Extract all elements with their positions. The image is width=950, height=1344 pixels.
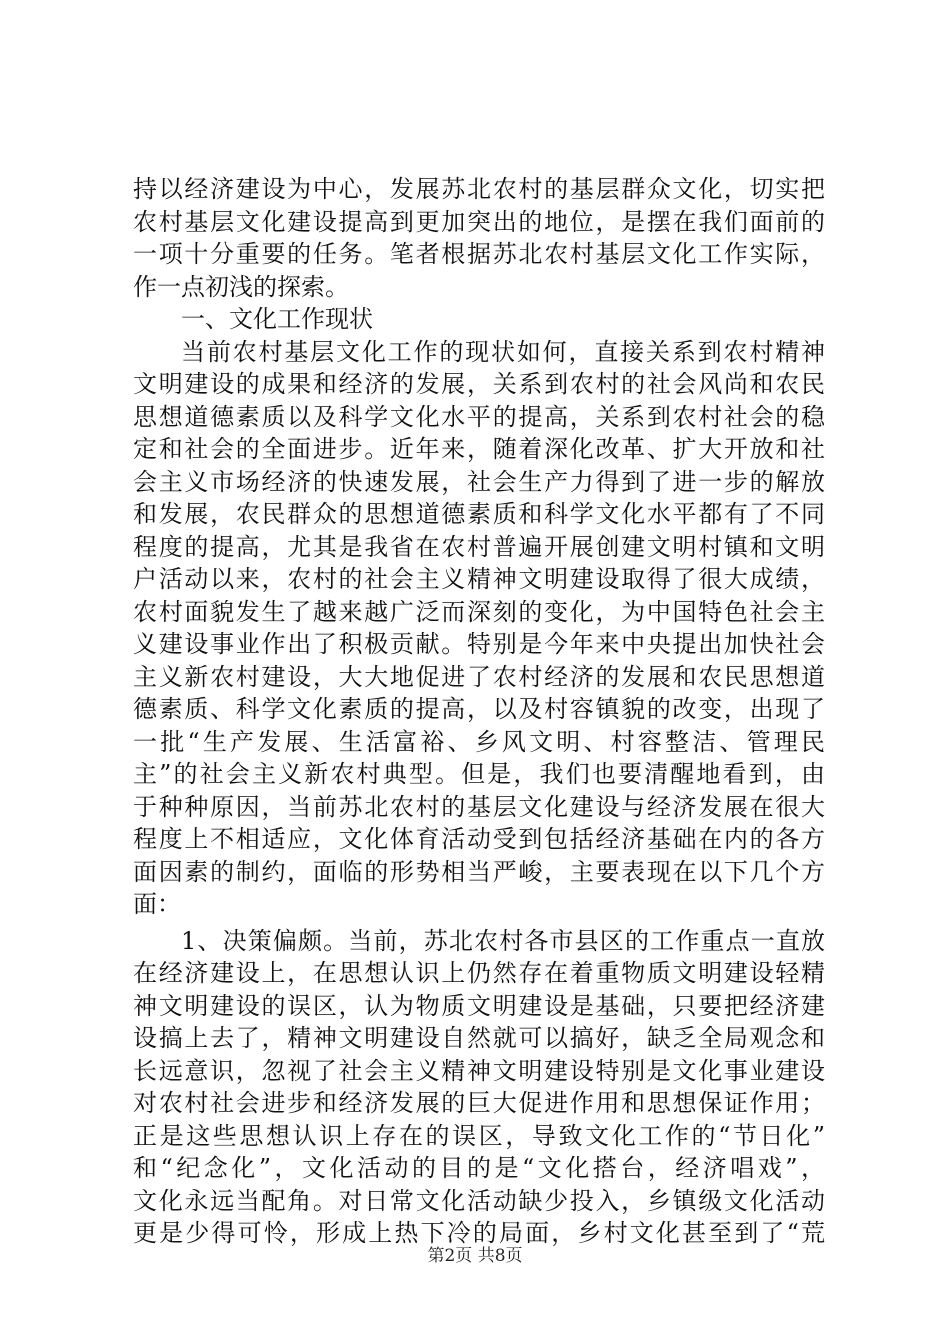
page-footer: 第2页 共8页 xyxy=(427,1246,523,1266)
text-line: 农村基层文化建设提高到更加突出的地位，是摆在我们面前的 xyxy=(133,207,825,236)
text-line: 和“纪念化”，文化活动的目的是“文化搭台，经济唱戏”， xyxy=(133,1154,825,1182)
text-line: 定和社会的全面进步。近年来，随着深化改革、扩大开放和社 xyxy=(133,435,825,463)
text-line: 长远意识，忽视了社会主义精神文明建设特别是文化事业建设 xyxy=(133,1056,825,1085)
text-line: 当前农村基层文化工作的现状如何，直接关系到农村精神 xyxy=(181,337,825,366)
text-line: 作一点初浅的探索。 xyxy=(133,272,349,301)
text-line: 思想道德素质以及科学文化水平的提高，关系到农村社会的稳 xyxy=(133,402,825,431)
text-line: 设搞上去了，精神文明建设自然就可以搞好，缺乏全局观念和 xyxy=(133,1024,825,1052)
text-line: 主义新农村建设，大大地促进了农村经济的发展和农民思想道 xyxy=(133,662,825,691)
text-line: 对农村社会进步和经济发展的巨大促进作用和思想保证作用； xyxy=(133,1089,825,1117)
text-line: 义建设事业作出了积极贡献。特别是今年来中央提出加快社会 xyxy=(133,630,825,658)
paragraph-status xyxy=(133,336,825,921)
text-line: 面因素的制约，面临的形势相当严峻，主要表现在以下几个方 xyxy=(133,857,825,886)
text-line: 文明建设的成果和经济的发展，关系到农村的社会风尚和农民 xyxy=(133,370,825,398)
document-body xyxy=(133,173,825,1250)
text-line: 持以经济建设为中心，发展苏北农村的基层群众文化，切实把 xyxy=(133,175,825,203)
text-line: 会主义市场经济的快速发展，社会生产力得到了进一步的解放 xyxy=(133,467,825,496)
text-line: 农村面貌发生了越来越广泛而深刻的变化，为中国特色社会主 xyxy=(133,597,825,626)
paragraph-point-1 xyxy=(133,925,825,1250)
paragraph-intro xyxy=(133,173,825,303)
text-line: 德素质、科学文化素质的提高，以及村容镇貌的改变，出现了 xyxy=(133,695,825,723)
text-line: 神文明建设的误区，认为物质文明建设是基础，只要把经济建 xyxy=(133,991,825,1020)
text-line: 面： xyxy=(133,890,181,918)
text-line: 程度上不相适应，文化体育活动受到包括经济基础在内的各方 xyxy=(133,825,825,853)
text-line: 1、决策偏颇。当前，苏北农村各市县区的工作重点一直放 xyxy=(181,926,825,955)
text-line: 主”的社会主义新农村典型。但是，我们也要清醒地看到，由 xyxy=(133,760,825,788)
text-line: 正是这些思想认识上存在的误区，导致文化工作的“节日化” xyxy=(133,1121,825,1150)
text-line: 一批“生产发展、生活富裕、乡风文明、村容整洁、管理民 xyxy=(133,727,825,756)
section-heading: 一、文化工作现状 xyxy=(181,305,373,333)
text-line: 在经济建设上，在思想认识上仍然存在着重物质文明建设轻精 xyxy=(133,959,825,987)
text-line: 程度的提高，尤其是我省在农村普遍开展创建文明村镇和文明 xyxy=(133,532,825,561)
text-line: 一项十分重要的任务。笔者根据苏北农村基层文化工作实际， xyxy=(133,240,825,268)
text-line: 户活动以来，农村的社会主义精神文明建设取得了很大成绩， xyxy=(133,565,825,593)
text-line: 更是少得可怜，形成上热下冷的局面，乡村文化甚至到了“荒 xyxy=(133,1219,825,1247)
text-line: 于种种原因，当前苏北农村的基层文化建设与经济发展在很大 xyxy=(133,792,825,821)
text-line: 和发展，农民群众的思想道德素质和科学文化水平都有了不同 xyxy=(133,500,825,528)
text-line: 文化永远当配角。对日常文化活动缺少投入，乡镇级文化活动 xyxy=(133,1186,825,1215)
